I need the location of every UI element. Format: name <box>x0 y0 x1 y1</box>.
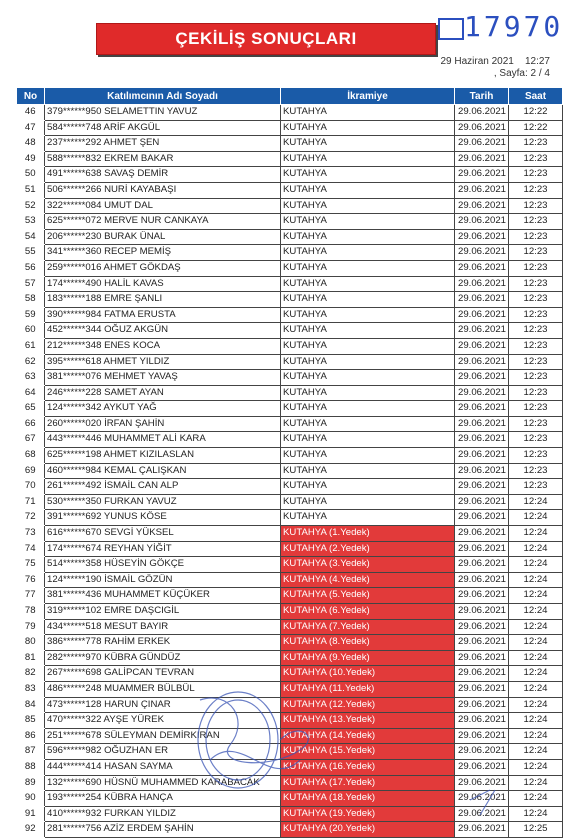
row-prize: KUTAHYA <box>281 338 455 354</box>
row-participant-name: 341******360 RECEP MEMİŞ <box>45 245 281 261</box>
col-header-date: Tarih <box>455 88 509 105</box>
table-row <box>17 292 563 308</box>
row-participant-name: 319******102 EMRE DAŞCIGİL <box>45 604 281 620</box>
row-no: 82 <box>17 666 45 682</box>
row-time: 12:24 <box>509 494 563 510</box>
row-time: 12:23 <box>509 151 563 167</box>
row-no: 56 <box>17 260 45 276</box>
row-date: 29.06.2021 <box>455 401 509 417</box>
row-date: 29.06.2021 <box>455 650 509 666</box>
row-no: 63 <box>17 370 45 386</box>
row-time: 12:23 <box>509 229 563 245</box>
row-date: 29.06.2021 <box>455 245 509 261</box>
row-date: 29.06.2021 <box>455 182 509 198</box>
row-time: 12:23 <box>509 323 563 339</box>
row-participant-name: 506******266 NURİ KAYABAŞI <box>45 182 281 198</box>
row-no: 72 <box>17 510 45 526</box>
row-time: 12:24 <box>509 572 563 588</box>
row-prize: KUTAHYA (9.Yedek) <box>281 650 455 666</box>
row-time: 12:24 <box>509 557 563 573</box>
row-date: 29.06.2021 <box>455 494 509 510</box>
row-time: 12:22 <box>509 120 563 136</box>
row-no: 62 <box>17 354 45 370</box>
row-time: 12:24 <box>509 806 563 822</box>
row-participant-name: 132******690 HÜSNÜ MUHAMMED KARABACAK <box>45 775 281 791</box>
table-row <box>17 354 563 370</box>
row-no: 86 <box>17 728 45 744</box>
row-no: 87 <box>17 744 45 760</box>
col-header-time: Saat <box>509 88 563 105</box>
table-row <box>17 791 563 807</box>
table-row <box>17 775 563 791</box>
row-date: 29.06.2021 <box>455 354 509 370</box>
table-row <box>17 572 563 588</box>
row-date: 29.06.2021 <box>455 307 509 323</box>
row-prize: KUTAHYA <box>281 136 455 152</box>
table-row <box>17 713 563 729</box>
row-no: 54 <box>17 229 45 245</box>
row-date: 29.06.2021 <box>455 775 509 791</box>
row-participant-name: 395******618 AHMET YILDIZ <box>45 354 281 370</box>
row-prize: KUTAHYA <box>281 401 455 417</box>
row-participant-name: 443******446 MUHAMMET ALİ KARA <box>45 432 281 448</box>
table-row <box>17 323 563 339</box>
table-body <box>17 105 563 838</box>
row-prize: KUTAHYA (12.Yedek) <box>281 697 455 713</box>
row-prize: KUTAHYA (1.Yedek) <box>281 526 455 542</box>
row-prize: KUTAHYA (3.Yedek) <box>281 557 455 573</box>
table-row <box>17 759 563 775</box>
row-participant-name: 174******490 HALİL KAVAS <box>45 276 281 292</box>
row-date: 29.06.2021 <box>455 120 509 136</box>
row-prize: KUTAHYA (6.Yedek) <box>281 604 455 620</box>
row-participant-name: 379******950 SELAMETTIN YAVUZ <box>45 105 281 121</box>
row-date: 29.06.2021 <box>455 292 509 308</box>
row-no: 88 <box>17 759 45 775</box>
row-time: 12:24 <box>509 541 563 557</box>
row-date: 29.06.2021 <box>455 416 509 432</box>
table-row <box>17 635 563 651</box>
row-no: 90 <box>17 791 45 807</box>
row-time: 12:24 <box>509 510 563 526</box>
row-date: 29.06.2021 <box>455 635 509 651</box>
row-no: 83 <box>17 681 45 697</box>
row-no: 91 <box>17 806 45 822</box>
table-row <box>17 245 563 261</box>
row-time: 12:23 <box>509 245 563 261</box>
row-participant-name: 386******778 RAHİM ERKEK <box>45 635 281 651</box>
row-time: 12:23 <box>509 182 563 198</box>
row-prize: KUTAHYA <box>281 245 455 261</box>
print-time: 12:27 <box>524 56 550 67</box>
row-time: 12:23 <box>509 370 563 386</box>
row-date: 29.06.2021 <box>455 448 509 464</box>
row-participant-name: 444******414 HASAN SAYMA <box>45 759 281 775</box>
row-no: 58 <box>17 292 45 308</box>
row-date: 29.06.2021 <box>455 744 509 760</box>
row-participant-name: 267******698 GALİPCAN TEVRAN <box>45 666 281 682</box>
row-time: 12:25 <box>509 822 563 838</box>
table-row <box>17 619 563 635</box>
row-date: 29.06.2021 <box>455 619 509 635</box>
row-date: 29.06.2021 <box>455 728 509 744</box>
row-participant-name: 491******638 SAVAŞ DEMİR <box>45 167 281 183</box>
row-no: 81 <box>17 650 45 666</box>
row-participant-name: 460******984 KEMAL ÇALIŞKAN <box>45 463 281 479</box>
row-participant-name: 124******190 İSMAİL GÖZÜN <box>45 572 281 588</box>
row-date: 29.06.2021 <box>455 510 509 526</box>
row-prize: KUTAHYA (18.Yedek) <box>281 791 455 807</box>
row-time: 12:23 <box>509 416 563 432</box>
row-prize: KUTAHYA <box>281 182 455 198</box>
table-row <box>17 401 563 417</box>
row-participant-name: 260******020 İRFAN ŞAHİN <box>45 416 281 432</box>
row-participant-name: 251******678 SÜLEYMAN DEMİRKIRAN <box>45 728 281 744</box>
row-participant-name: 381******076 MEHMET YAVAŞ <box>45 370 281 386</box>
table-row <box>17 416 563 432</box>
row-prize: KUTAHYA (4.Yedek) <box>281 572 455 588</box>
table-row <box>17 370 563 386</box>
row-time: 12:24 <box>509 526 563 542</box>
table-row <box>17 541 563 557</box>
row-prize: KUTAHYA <box>281 479 455 495</box>
row-participant-name: 625******072 MERVE NUR CANKAYA <box>45 214 281 230</box>
row-participant-name: 616******670 SEVGİ YÜKSEL <box>45 526 281 542</box>
row-no: 71 <box>17 494 45 510</box>
table-row <box>17 214 563 230</box>
table-row <box>17 822 563 838</box>
row-prize: KUTAHYA (2.Yedek) <box>281 541 455 557</box>
results-table <box>16 87 563 838</box>
stamp-box-icon <box>438 18 464 40</box>
row-participant-name: 212******348 ENES KOCA <box>45 338 281 354</box>
table-row <box>17 744 563 760</box>
row-time: 12:23 <box>509 401 563 417</box>
row-time: 12:23 <box>509 448 563 464</box>
row-no: 77 <box>17 588 45 604</box>
row-no: 61 <box>17 338 45 354</box>
row-date: 29.06.2021 <box>455 713 509 729</box>
row-date: 29.06.2021 <box>455 260 509 276</box>
table-row <box>17 448 563 464</box>
row-no: 84 <box>17 697 45 713</box>
row-date: 29.06.2021 <box>455 588 509 604</box>
row-no: 60 <box>17 323 45 339</box>
page-indicator: , Sayfa: 2 / 4 <box>493 68 550 79</box>
table-row <box>17 479 563 495</box>
row-prize: KUTAHYA <box>281 229 455 245</box>
row-date: 29.06.2021 <box>455 136 509 152</box>
row-prize: KUTAHYA <box>281 151 455 167</box>
table-row <box>17 276 563 292</box>
row-participant-name: 390******984 FATMA ERUSTA <box>45 307 281 323</box>
table-row <box>17 463 563 479</box>
row-date: 29.06.2021 <box>455 385 509 401</box>
row-no: 57 <box>17 276 45 292</box>
row-participant-name: 452******344 OĞUZ AKGÜN <box>45 323 281 339</box>
row-time: 12:24 <box>509 744 563 760</box>
table-row <box>17 588 563 604</box>
row-time: 12:23 <box>509 167 563 183</box>
row-time: 12:23 <box>509 338 563 354</box>
row-prize: KUTAHYA (13.Yedek) <box>281 713 455 729</box>
row-prize: KUTAHYA <box>281 198 455 214</box>
row-no: 59 <box>17 307 45 323</box>
row-prize: KUTAHYA <box>281 463 455 479</box>
col-header-no: No <box>17 88 45 105</box>
row-time: 12:24 <box>509 604 563 620</box>
row-no: 73 <box>17 526 45 542</box>
table-row <box>17 120 563 136</box>
row-time: 12:24 <box>509 713 563 729</box>
table-row <box>17 494 563 510</box>
row-time: 12:23 <box>509 463 563 479</box>
row-prize: KUTAHYA (11.Yedek) <box>281 681 455 697</box>
col-header-prize: İkramiye <box>281 88 455 105</box>
row-date: 29.06.2021 <box>455 338 509 354</box>
row-prize: KUTAHYA <box>281 167 455 183</box>
row-date: 29.06.2021 <box>455 666 509 682</box>
row-time: 12:24 <box>509 775 563 791</box>
row-date: 29.06.2021 <box>455 681 509 697</box>
table-row <box>17 666 563 682</box>
table-row <box>17 151 563 167</box>
table-row <box>17 307 563 323</box>
row-no: 85 <box>17 713 45 729</box>
row-prize: KUTAHYA (10.Yedek) <box>281 666 455 682</box>
row-prize: KUTAHYA <box>281 494 455 510</box>
row-prize: KUTAHYA <box>281 432 455 448</box>
row-date: 29.06.2021 <box>455 822 509 838</box>
row-date: 29.06.2021 <box>455 229 509 245</box>
row-prize: KUTAHYA (15.Yedek) <box>281 744 455 760</box>
row-participant-name: 381******436 MUHAMMET KÜÇÜKER <box>45 588 281 604</box>
row-no: 74 <box>17 541 45 557</box>
row-time: 12:24 <box>509 728 563 744</box>
col-header-name: Katılımcının Adı Soyadı <box>45 88 281 105</box>
row-prize: KUTAHYA <box>281 354 455 370</box>
row-prize: KUTAHYA <box>281 292 455 308</box>
row-participant-name: 486******248 MUAMMER BÜLBÜL <box>45 681 281 697</box>
row-date: 29.06.2021 <box>455 526 509 542</box>
row-no: 53 <box>17 214 45 230</box>
row-date: 29.06.2021 <box>455 198 509 214</box>
row-no: 80 <box>17 635 45 651</box>
row-participant-name: 473******128 HARUN ÇINAR <box>45 697 281 713</box>
row-no: 66 <box>17 416 45 432</box>
row-prize: KUTAHYA (20.Yedek) <box>281 822 455 838</box>
row-time: 12:24 <box>509 759 563 775</box>
table-row <box>17 728 563 744</box>
row-time: 12:24 <box>509 650 563 666</box>
row-no: 51 <box>17 182 45 198</box>
row-participant-name: 470******322 AYŞE YÜREK <box>45 713 281 729</box>
row-date: 29.06.2021 <box>455 151 509 167</box>
row-participant-name: 237******292 AHMET ŞEN <box>45 136 281 152</box>
row-prize: KUTAHYA <box>281 416 455 432</box>
row-time: 12:23 <box>509 385 563 401</box>
table-row <box>17 650 563 666</box>
table-row <box>17 681 563 697</box>
row-date: 29.06.2021 <box>455 370 509 386</box>
table-row <box>17 432 563 448</box>
row-participant-name: 596******982 OĞUZHAN ER <box>45 744 281 760</box>
row-prize: KUTAHYA <box>281 385 455 401</box>
table-row <box>17 338 563 354</box>
row-date: 29.06.2021 <box>455 323 509 339</box>
table-row <box>17 229 563 245</box>
row-prize: KUTAHYA <box>281 448 455 464</box>
row-participant-name: 588******832 EKREM BAKAR <box>45 151 281 167</box>
table-row <box>17 260 563 276</box>
row-prize: KUTAHYA (8.Yedek) <box>281 635 455 651</box>
row-participant-name: 246******228 SAMET AYAN <box>45 385 281 401</box>
row-prize: KUTAHYA <box>281 276 455 292</box>
row-prize: KUTAHYA <box>281 307 455 323</box>
table-row <box>17 526 563 542</box>
row-prize: KUTAHYA <box>281 120 455 136</box>
table-row <box>17 105 563 121</box>
table-row <box>17 557 563 573</box>
row-date: 29.06.2021 <box>455 557 509 573</box>
row-time: 12:23 <box>509 307 563 323</box>
row-prize: KUTAHYA (7.Yedek) <box>281 619 455 635</box>
row-no: 48 <box>17 136 45 152</box>
row-no: 46 <box>17 105 45 121</box>
row-no: 65 <box>17 401 45 417</box>
row-no: 79 <box>17 619 45 635</box>
row-time: 12:23 <box>509 136 563 152</box>
table-row <box>17 167 563 183</box>
row-time: 12:22 <box>509 105 563 121</box>
row-participant-name: 434******518 MESUT BAYIR <box>45 619 281 635</box>
row-date: 29.06.2021 <box>455 541 509 557</box>
row-participant-name: 514******358 HÜSEYİN GÖKÇE <box>45 557 281 573</box>
print-date-line <box>440 56 550 67</box>
row-date: 29.06.2021 <box>455 759 509 775</box>
document-title: ÇEKİLİŞ SONUÇLARI <box>175 29 357 48</box>
row-participant-name: 322******084 UMUT DAL <box>45 198 281 214</box>
table-row <box>17 806 563 822</box>
stamp-number: 17970 <box>464 10 564 43</box>
row-prize: KUTAHYA <box>281 323 455 339</box>
row-time: 12:24 <box>509 588 563 604</box>
row-time: 12:24 <box>509 697 563 713</box>
row-no: 47 <box>17 120 45 136</box>
row-date: 29.06.2021 <box>455 167 509 183</box>
row-no: 78 <box>17 604 45 620</box>
row-prize: KUTAHYA <box>281 510 455 526</box>
table-row <box>17 136 563 152</box>
row-participant-name: 193******254 KÜBRA HANÇA <box>45 791 281 807</box>
row-prize: KUTAHYA <box>281 105 455 121</box>
row-date: 29.06.2021 <box>455 791 509 807</box>
row-date: 29.06.2021 <box>455 697 509 713</box>
table-row <box>17 198 563 214</box>
row-date: 29.06.2021 <box>455 572 509 588</box>
row-participant-name: 410******932 FURKAN YILDIZ <box>45 806 281 822</box>
row-no: 55 <box>17 245 45 261</box>
row-participant-name: 281******756 AZİZ ERDEM ŞAHİN <box>45 822 281 838</box>
row-time: 12:24 <box>509 619 563 635</box>
row-date: 29.06.2021 <box>455 463 509 479</box>
row-date: 29.06.2021 <box>455 276 509 292</box>
row-time: 12:23 <box>509 198 563 214</box>
row-no: 64 <box>17 385 45 401</box>
row-participant-name: 174******674 REYHAN YİĞİT <box>45 541 281 557</box>
table-header-row <box>17 88 563 105</box>
row-time: 12:24 <box>509 666 563 682</box>
row-prize: KUTAHYA <box>281 260 455 276</box>
row-time: 12:23 <box>509 432 563 448</box>
row-no: 69 <box>17 463 45 479</box>
row-prize: KUTAHYA <box>281 214 455 230</box>
table-row <box>17 385 563 401</box>
row-date: 29.06.2021 <box>455 806 509 822</box>
row-prize: KUTAHYA (16.Yedek) <box>281 759 455 775</box>
row-no: 67 <box>17 432 45 448</box>
row-prize: KUTAHYA <box>281 370 455 386</box>
row-participant-name: 261******492 İSMAİL CAN ALP <box>45 479 281 495</box>
row-date: 29.06.2021 <box>455 214 509 230</box>
row-no: 50 <box>17 167 45 183</box>
row-time: 12:23 <box>509 354 563 370</box>
row-no: 75 <box>17 557 45 573</box>
row-participant-name: 282******970 KÜBRA GÜNDÜZ <box>45 650 281 666</box>
row-participant-name: 391******692 YUNUS KÖSE <box>45 510 281 526</box>
row-prize: KUTAHYA (17.Yedek) <box>281 775 455 791</box>
row-no: 89 <box>17 775 45 791</box>
row-date: 29.06.2021 <box>455 432 509 448</box>
row-prize: KUTAHYA (5.Yedek) <box>281 588 455 604</box>
row-participant-name: 584******748 ARİF AKGÜL <box>45 120 281 136</box>
row-prize: KUTAHYA (19.Yedek) <box>281 806 455 822</box>
row-time: 12:24 <box>509 635 563 651</box>
print-date: 29 Haziran 2021 <box>440 56 514 67</box>
row-time: 12:23 <box>509 276 563 292</box>
row-participant-name: 530******350 FURKAN YAVUZ <box>45 494 281 510</box>
table-row <box>17 697 563 713</box>
table-row <box>17 510 563 526</box>
row-date: 29.06.2021 <box>455 479 509 495</box>
table-row <box>17 604 563 620</box>
row-no: 52 <box>17 198 45 214</box>
row-no: 92 <box>17 822 45 838</box>
row-prize: KUTAHYA (14.Yedek) <box>281 728 455 744</box>
row-time: 12:23 <box>509 292 563 308</box>
row-time: 12:23 <box>509 479 563 495</box>
row-no: 68 <box>17 448 45 464</box>
row-no: 49 <box>17 151 45 167</box>
row-no: 76 <box>17 572 45 588</box>
row-no: 70 <box>17 479 45 495</box>
row-participant-name: 259******016 AHMET GÖKDAŞ <box>45 260 281 276</box>
row-participant-name: 124******342 AYKUT YAĞ <box>45 401 281 417</box>
row-date: 29.06.2021 <box>455 604 509 620</box>
row-participant-name: 183******188 EMRE ŞANLI <box>45 292 281 308</box>
document-title-banner <box>96 23 436 55</box>
row-participant-name: 206******230 BURAK ÜNAL <box>45 229 281 245</box>
row-date: 29.06.2021 <box>455 105 509 121</box>
row-time: 12:23 <box>509 214 563 230</box>
row-time: 12:24 <box>509 681 563 697</box>
table-row <box>17 182 563 198</box>
row-time: 12:24 <box>509 791 563 807</box>
row-participant-name: 625******198 AHMET KIZILASLAN <box>45 448 281 464</box>
row-time: 12:23 <box>509 260 563 276</box>
